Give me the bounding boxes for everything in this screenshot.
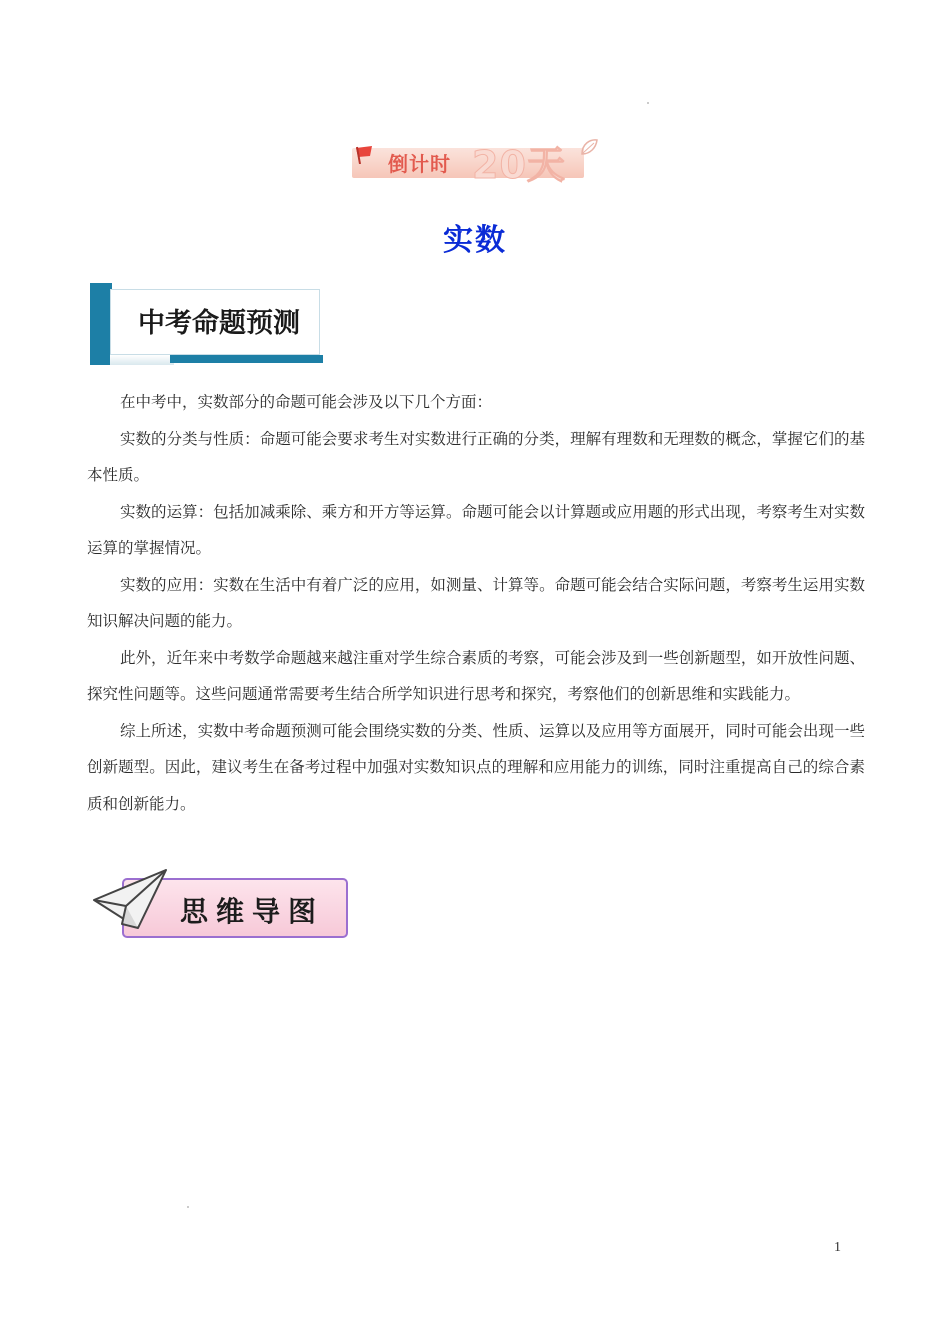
countdown-number: 20天 [472,143,566,187]
speck [187,1206,189,1208]
leaf-icon [578,136,600,158]
banner-notch [110,355,174,365]
prediction-body [87,384,865,822]
section-heading-mindmap: 思维导图 [180,895,325,928]
page-number: 1 [834,1240,841,1255]
paragraph: 综上所述，实数中考命题预测可能会围绕实数的分类、性质、运算以及应用等方面展开，同时可能会出现一些创新题型。因此，建议考生在备考过程中加强对实数知识点的理解和应用能力的训练，同时注重提高自己的综合素质和创新能力。 [87,721,865,813]
banner-accent-bar [90,283,112,365]
banner-underline [170,355,323,363]
section-banner-mindmap [92,866,354,946]
paragraph: 实数的运算：包括加减乘除、乘方和开方等运算。命题可能会以计算题或应用题的形式出现，考察考生对实数运算的掌握情况。 [87,502,865,557]
paragraph: 在中考中，实数部分的命题可能会涉及以下几个方面： [120,393,493,411]
countdown-badge [352,134,598,187]
document-title: 实数 [443,223,507,258]
paper-plane-icon [92,866,172,936]
section-banner-prediction [90,283,323,365]
paragraph: 实数的应用：实数在生活中有着广泛的应用，如测量、计算等。命题可能会结合实际问题，考察考生运用实数知识解决问题的能力。 [87,575,865,630]
countdown-label: 倒计时 [388,152,451,176]
speck [647,102,649,104]
section-heading-prediction: 中考命题预测 [138,308,300,339]
paragraph: 此外，近年来中考数学命题越来越注重对学生综合素质的考察，可能会涉及到一些创新题型，如开放性问题、探究性问题等。这些问题通常需要考生结合所学知识进行思考和探究，考察他们的创新思维和实践能力。 [87,648,865,703]
flag-icon [354,144,376,164]
paragraph: 实数的分类与性质：命题可能会要求考生对实数进行正确的分类，理解有理数和无理数的概念，掌握它们的基本性质。 [87,429,865,484]
